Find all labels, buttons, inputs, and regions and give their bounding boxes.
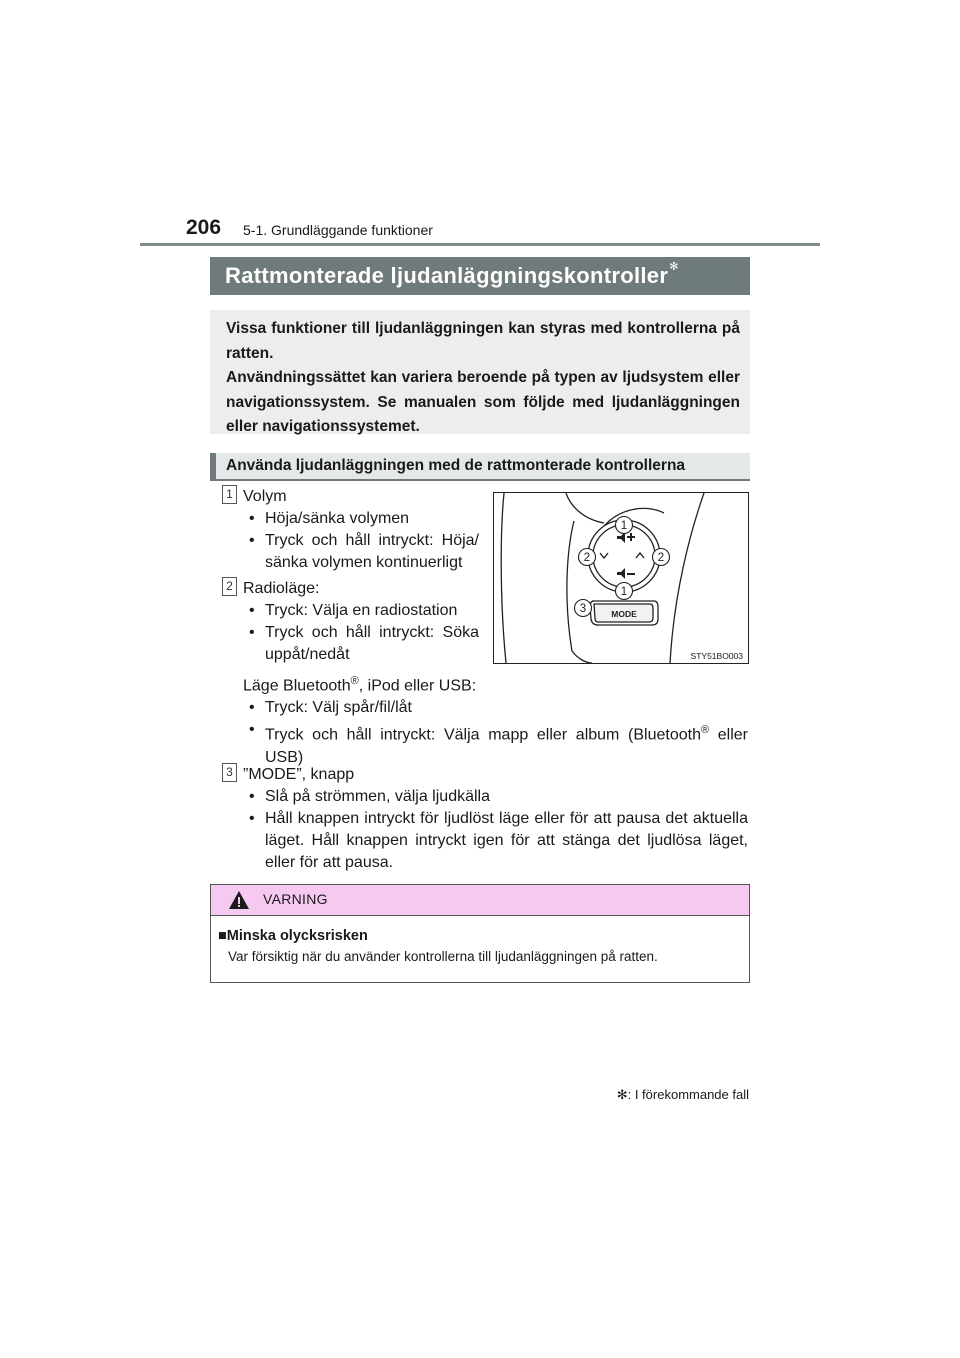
callout-number-2: 2 — [222, 577, 237, 596]
bullet-list — [243, 600, 479, 666]
subheading: Använda ljudanläggningen med de rattmonterade kontrollerna — [210, 453, 750, 481]
list-item: • Slå på strömmen, välja ljudkälla — [247, 786, 748, 808]
bullet-list — [243, 508, 479, 574]
bullet-list — [243, 697, 748, 768]
callout-2-right: 2 — [657, 552, 665, 564]
warning-triangle-icon — [228, 890, 250, 910]
intro-line-2: Användningssättet kan variera beroende på typen av ljudsystem eller navigationssystem. Se manualen som följde med ljudanläggningen eller navigationssystemet. — [226, 369, 740, 435]
list-item: • Tryck: Välj spår/fil/låt — [247, 697, 748, 719]
item-title: Radioläge: — [243, 580, 320, 597]
list-item: • Tryck och håll intryckt: Söka uppåt/nedåt — [247, 622, 479, 666]
warning-subtitle-text: Minska olycksrisken — [226, 928, 368, 944]
section-path: 5-1. Grundläggande funktioner — [243, 222, 433, 238]
item-media-mode — [243, 670, 748, 769]
list-item — [247, 719, 748, 768]
mode-button-label: MODE — [611, 609, 637, 619]
bullet-list — [243, 786, 748, 874]
callout-2-left: 2 — [583, 552, 591, 564]
section-title: Rattmonterade ljudanläggningskontroller — [225, 263, 669, 288]
warning-subtitle — [218, 928, 368, 944]
warning-body: Var försiktig när du använder kontrollerna till ljudanläggningen på ratten. — [228, 949, 658, 964]
callout-3: 3 — [579, 603, 587, 615]
item-subtitle-text: Läge Bluetooth — [243, 677, 351, 695]
list-item: • Höja/sänka volymen — [247, 508, 479, 530]
callout-1-bottom: 1 — [620, 586, 628, 598]
item-title: Volym — [243, 488, 287, 505]
list-item: • Tryck: Välja en radiostation — [247, 600, 479, 622]
list-item-text: eller USB) — [265, 726, 748, 766]
registered-mark: ® — [350, 675, 359, 687]
list-item: • Tryck och håll intryckt: Höja/ sänka volymen kontinuerligt — [247, 530, 479, 574]
intro-line-1: Vissa funktioner till ljudanläggningen kan styras med kontrollerna på ratten. — [226, 320, 740, 362]
square-bullet-icon: ■ — [218, 928, 227, 944]
warning-header — [211, 885, 749, 916]
footnote-text: : I förekommande fall — [627, 1087, 749, 1102]
footnote — [617, 1087, 749, 1103]
item-title: ”MODE”, knapp — [243, 766, 355, 783]
list-item-text: Tryck och håll intryckt: Välja mapp eller album (Bluetooth — [265, 726, 701, 744]
header-rule — [140, 243, 820, 246]
callout-number-3: 3 — [222, 763, 237, 782]
callout-number-1: 1 — [222, 485, 237, 504]
item-mode-button — [243, 764, 748, 874]
steering-controls-illustration — [494, 493, 748, 663]
item-subtitle — [243, 670, 748, 697]
warning-box — [210, 884, 750, 983]
asterisk-icon: ✻ — [669, 261, 679, 273]
callout-1-top: 1 — [620, 520, 628, 532]
item-radio-mode — [243, 578, 479, 666]
warning-title: VARNING — [263, 891, 328, 907]
intro-box — [210, 310, 750, 434]
item-subtitle-tail: , iPod eller USB: — [358, 677, 477, 695]
list-item: • Håll knappen intryckt för ljudlöst läge eller för att pausa det aktuella läget. Håll knappen intryckt igen för att stänga det ljudlösa läget, eller för att pausa. — [247, 808, 748, 874]
page-number: 206 — [186, 216, 222, 239]
registered-mark: ® — [700, 724, 710, 737]
asterisk-icon: ✻ — [616, 1087, 628, 1102]
steering-wheel-figure — [493, 492, 749, 664]
item-volume — [243, 486, 479, 574]
figure-code: STY51BO003 — [690, 651, 743, 661]
section-title-bar — [210, 257, 750, 295]
